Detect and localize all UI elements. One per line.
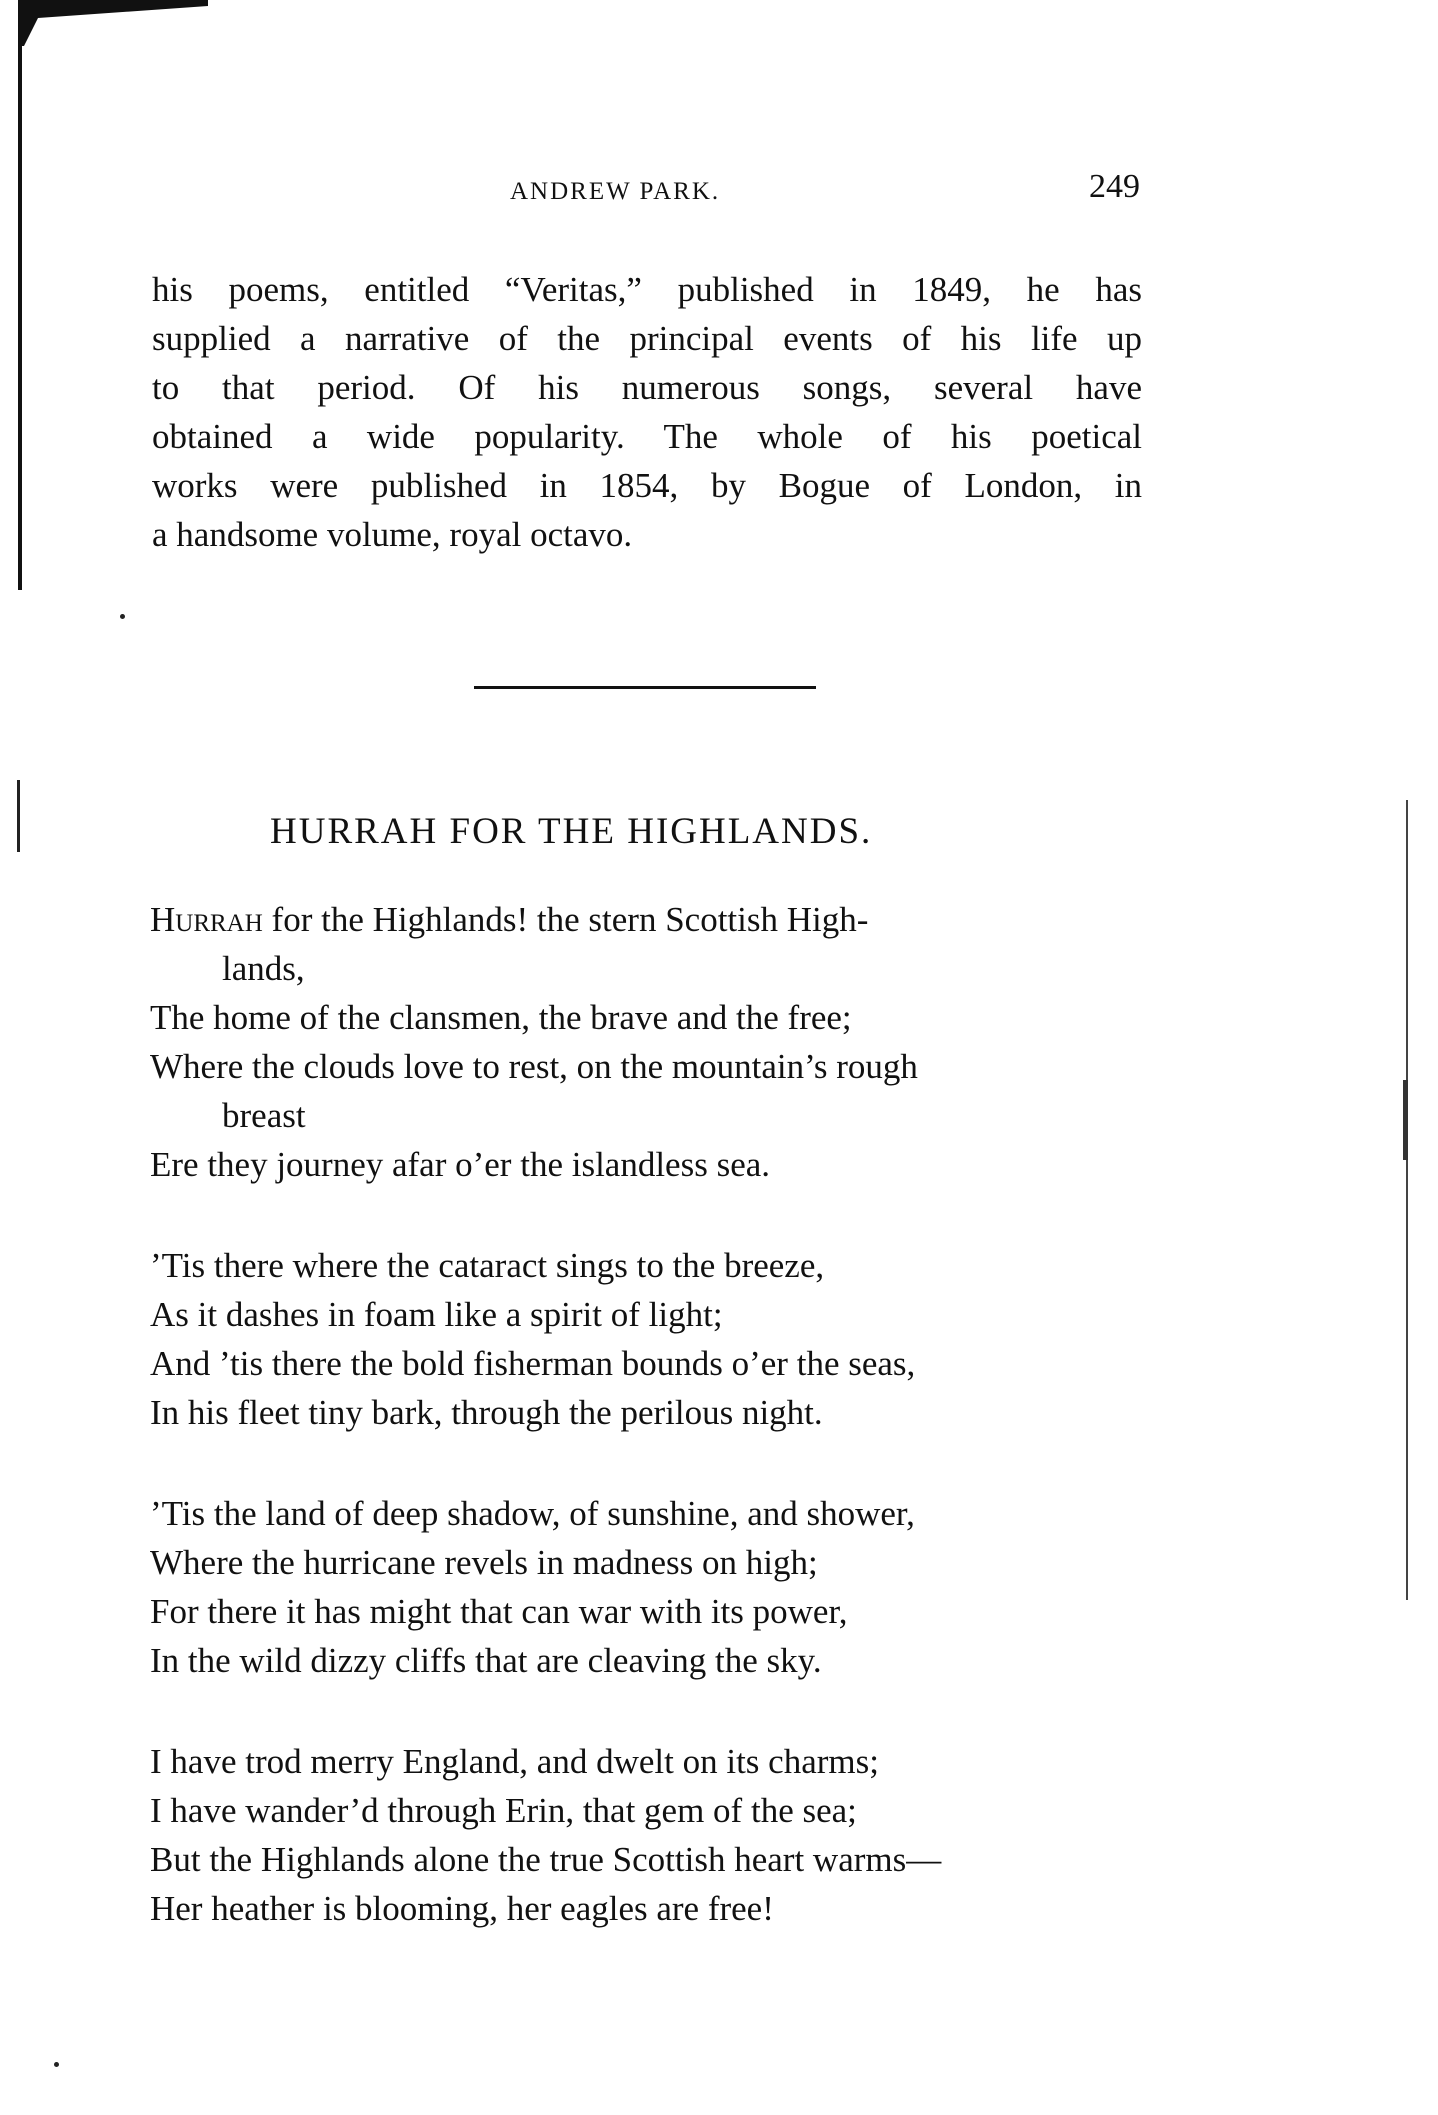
scan-edge-right <box>1406 800 1408 1600</box>
stanza <box>150 1489 1140 1685</box>
verse-line-text: for the Highlands! the stern Scottish High- <box>262 900 869 939</box>
page-number: 249 <box>1089 168 1140 205</box>
poem-body <box>150 895 1140 1985</box>
stanza <box>150 1737 1140 1933</box>
scan-corner-artifact <box>18 0 208 46</box>
section-divider <box>474 686 816 689</box>
verse-line: But the Highlands alone the true Scottish heart warms— <box>150 1840 942 1879</box>
prose-line: a handsome volume, royal octavo. <box>152 515 633 554</box>
verse-line: The home of the clansmen, the brave and the free; <box>150 998 852 1037</box>
scan-speck <box>54 2062 59 2067</box>
scan-edge-left <box>18 20 22 590</box>
verse-line: I have trod merry England, and dwelt on its charms; <box>150 1742 879 1781</box>
prose-line: supplied a narrative of the principal events of his life up <box>152 319 1142 358</box>
verse-line: In his fleet tiny bark, through the perilous night. <box>150 1393 823 1432</box>
scan-speck <box>120 614 125 619</box>
verse-line-continuation: lands, <box>222 949 305 988</box>
prose-paragraph <box>152 265 1142 559</box>
scan-edge-mark-left <box>17 780 20 852</box>
prose-line: his poems, entitled “Veritas,” published in 1849, he has <box>152 270 1142 309</box>
verse-line: In the wild dizzy cliffs that are cleaving the sky. <box>150 1641 822 1680</box>
running-head-title: ANDREW PARK. <box>510 178 721 205</box>
prose-line: to that period. Of his numerous songs, several have <box>152 368 1142 407</box>
verse-line: As it dashes in foam like a spirit of light; <box>150 1295 723 1334</box>
verse-line: ’Tis there where the cataract sings to the breeze, <box>150 1246 825 1285</box>
verse-opening-word: Hurrah <box>150 900 263 939</box>
verse-line <box>150 895 1140 944</box>
stanza <box>150 895 1140 1189</box>
stanza <box>150 1241 1140 1437</box>
verse-line: Where the hurricane revels in madness on high; <box>150 1543 818 1582</box>
verse-line: And ’tis there the bold fisherman bounds o’er the seas, <box>150 1344 916 1383</box>
poem-title: HURRAH FOR THE HIGHLANDS. <box>270 811 873 852</box>
verse-line: Ere they journey afar o’er the islandless sea. <box>150 1145 771 1184</box>
prose-line: obtained a wide popularity. The whole of his poetical <box>152 417 1142 456</box>
verse-line: ’Tis the land of deep shadow, of sunshine, and shower, <box>150 1494 915 1533</box>
verse-line-continuation: breast <box>222 1096 306 1135</box>
running-head <box>150 168 1140 218</box>
scan-edge-right-dark <box>1403 1080 1408 1160</box>
verse-line: Her heather is blooming, her eagles are free! <box>150 1889 774 1928</box>
verse-line: I have wander’d through Erin, that gem of the sea; <box>150 1791 857 1830</box>
prose-line: works were published in 1854, by Bogue of London, in <box>152 466 1142 505</box>
verse-line: Where the clouds love to rest, on the mountain’s rough <box>150 1047 918 1086</box>
verse-line: For there it has might that can war with its power, <box>150 1592 848 1631</box>
